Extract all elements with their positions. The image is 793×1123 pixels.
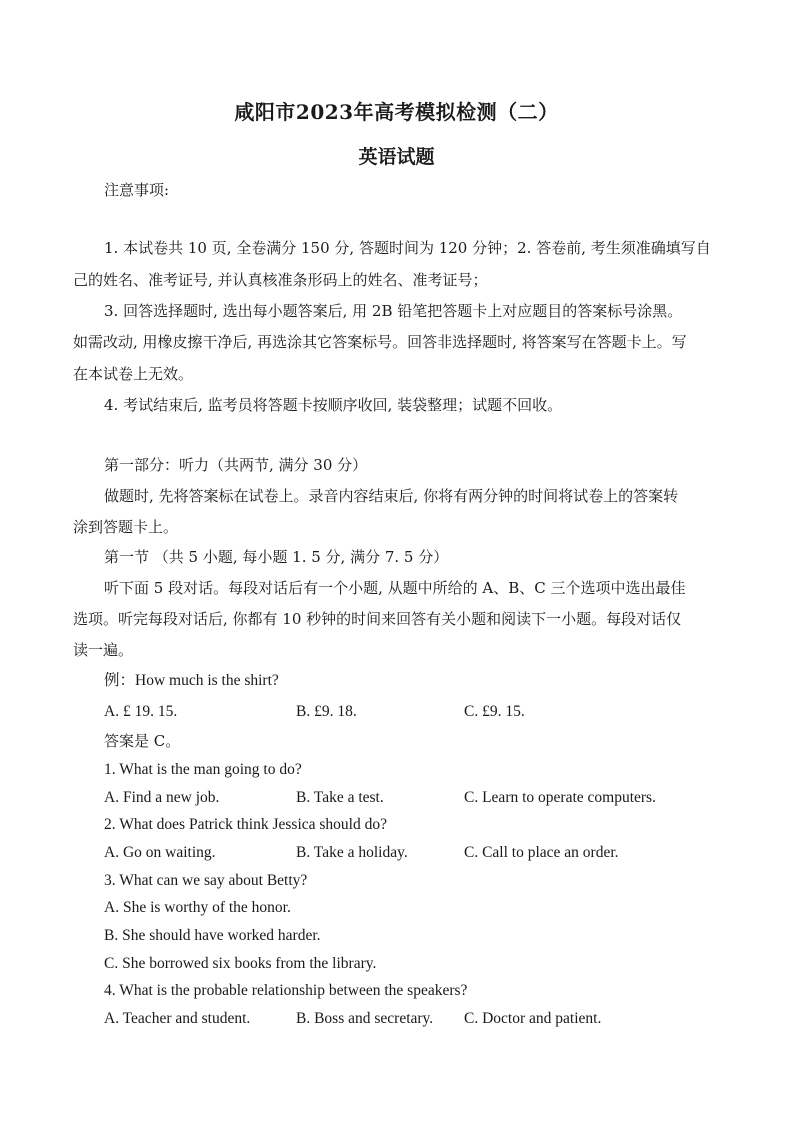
notice-line: 己的姓名、准考证号, 并认真核准条形码上的姓名、准考证号； (73, 271, 488, 289)
question-2: 2. What does Patrick think Jessica should do? (104, 816, 387, 833)
q2-option-b: B. Take a holiday. (296, 844, 408, 861)
q2-option-a: A. Go on waiting. (104, 844, 216, 861)
section1-line: 听下面 5 段对话。每段对话后有一个小题, 从题中所给的 A、B、C 三个选项中选出最佳 (104, 579, 686, 597)
q4-option-b: B. Boss and secretary. (296, 1010, 434, 1027)
q1-option-a: A. Find a new job. (104, 789, 220, 806)
q4-option-c: C. Doctor and patient. (464, 1010, 602, 1027)
question-3: 3. What can we say about Betty? (104, 872, 308, 889)
page-title: 咸阳市2023年高考模拟检测（二） (234, 100, 559, 124)
q1-option-b: B. Take a test. (296, 789, 384, 806)
example-option-b: B. £9. 18. (296, 703, 357, 720)
q3-option-b: B. She should have worked harder. (104, 927, 321, 944)
example-answer: 答案是 C。 (104, 732, 181, 750)
question-1: 1. What is the man going to do? (104, 761, 302, 778)
section1-line: 读一遍。 (73, 641, 134, 659)
example-question: 例：How much is the shirt? (104, 672, 279, 689)
page-subtitle: 英语试题 (358, 146, 435, 168)
part1-heading: 第一部分：听力（共两节, 满分 30 分） (104, 456, 368, 474)
q4-option-a: A. Teacher and student. (104, 1010, 251, 1027)
q1-option-c: C. Learn to operate computers. (464, 789, 656, 806)
notice-heading: 注意事项: (104, 181, 170, 199)
notice-line: 3. 回答选择题时, 选出每小题答案后, 用 2B 铅笔把答题卡上对应题目的答案标号涂黑。 (104, 302, 683, 320)
question-4: 4. What is the probable relationship between the speakers? (104, 982, 468, 999)
notice-line: 1. 本试卷共 10 页, 全卷满分 150 分, 答题时间为 120 分钟；2. 答卷前, 考生须准确填写自 (104, 239, 711, 257)
q2-option-c: C. Call to place an order. (464, 844, 619, 861)
q3-option-a: A. She is worthy of the honor. (104, 899, 291, 916)
example-option-c: C. £9. 15. (464, 703, 525, 720)
notice-line: 4. 考试结束后, 监考员将答题卡按顺序收回, 装袋整理；试题不回收。 (104, 396, 563, 414)
section1-heading: 第一节 （共 5 小题, 每小题 1. 5 分, 满分 7. 5 分） (104, 548, 449, 566)
example-option-a: A. £ 19. 15. (104, 703, 178, 720)
part1-intro-line: 涂到答题卡上。 (73, 518, 179, 536)
section1-line: 选项。听完每段对话后, 你都有 10 秒钟的时间来回答有关小题和阅读下一小题。每段对话仅 (73, 610, 682, 628)
notice-line: 在本试卷上无效。 (73, 365, 194, 383)
notice-line: 如需改动, 用橡皮擦干净后, 再选涂其它答案标号。回答非选择题时, 将答案写在答题卡上。写 (73, 333, 687, 351)
part1-intro-line: 做题时, 先将答案标在试卷上。录音内容结束后, 你将有两分钟的时间将试卷上的答案转 (104, 487, 679, 505)
q3-option-c: C. She borrowed six books from the library. (104, 955, 377, 972)
